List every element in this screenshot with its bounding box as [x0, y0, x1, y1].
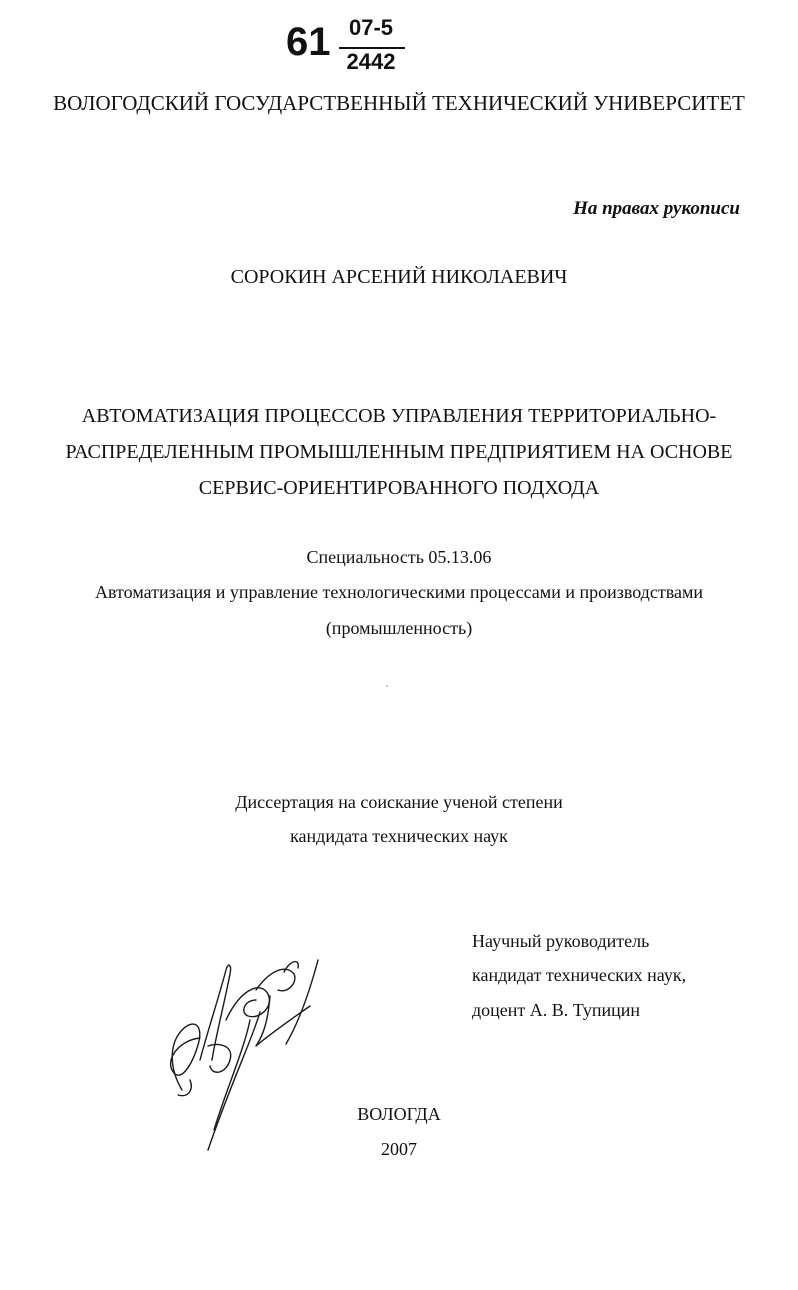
scan-speck: [386, 685, 388, 687]
university-name: ВОЛОГОДСКИЙ ГОСУДАРСТВЕННЫЙ ТЕХНИЧЕСКИЙ УНИВЕРСИТЕТ: [53, 91, 745, 115]
catalog-number: [286, 14, 426, 84]
title-line: РАСПРЕДЕЛЕННЫМ ПРОМЫШЛЕННЫМ ПРЕДПРИЯТИЕМ НА ОСНОВЕ: [65, 441, 733, 463]
degree-line: кандидата технических наук: [290, 826, 508, 846]
author-name: СОРОКИН АРСЕНИЙ НИКОЛАЕВИЧ: [230, 266, 568, 288]
title-line: СЕРВИС-ОРИЕНТИРОВАННОГО ПОДХОДА: [198, 477, 600, 499]
catalog-top: 07-5: [348, 15, 394, 40]
year: 2007: [381, 1139, 417, 1159]
specialty-name: Автоматизация и управление технологическими процессами и производствами: [95, 582, 703, 602]
manuscript-note: На правах рукописи: [573, 198, 740, 219]
degree-line: Диссертация на соискание ученой степени: [235, 792, 563, 812]
supervisor-line: кандидат технических наук,: [472, 965, 687, 985]
catalog-bottom: 2442: [346, 49, 396, 74]
specialty-qualifier: (промышленность): [325, 618, 473, 638]
city: ВОЛОГДА: [357, 1104, 441, 1124]
supervisor-line: доцент А. В. Тупицин: [472, 1000, 641, 1020]
supervisor-line: Научный руководитель: [472, 931, 650, 951]
title-line: АВТОМАТИЗАЦИЯ ПРОЦЕССОВ УПРАВЛЕНИЯ ТЕРРИТОРИАЛЬНО-: [81, 405, 717, 427]
specialty-code: Специальность 05.13.06: [306, 547, 492, 567]
catalog-main: 61: [286, 20, 331, 64]
author-signature: [160, 950, 330, 1160]
